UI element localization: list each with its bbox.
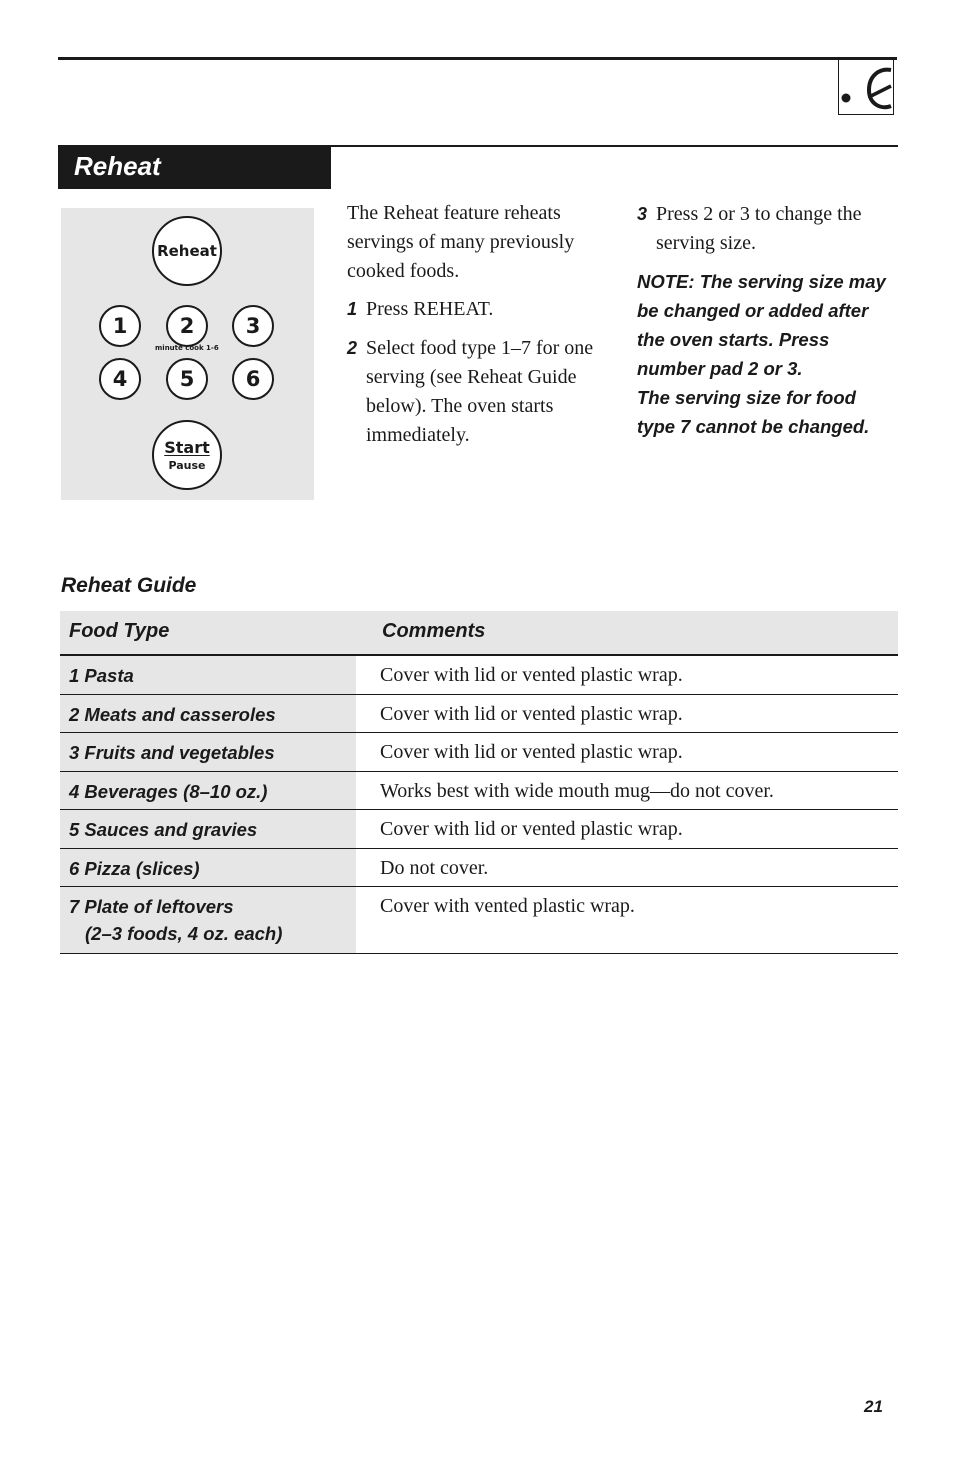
table-row bbox=[60, 695, 898, 734]
number-key-6: 6 bbox=[232, 358, 274, 400]
food-type: 5 Sauces and gravies bbox=[69, 819, 258, 840]
food-cell bbox=[60, 656, 356, 694]
table-row bbox=[60, 810, 898, 849]
minute-cook-label: minute cook 1-6 bbox=[155, 344, 219, 352]
step-number: 2 bbox=[347, 338, 358, 358]
number-key-1: 1 bbox=[99, 305, 141, 347]
number-key-3: 3 bbox=[232, 305, 274, 347]
guide-title: Reheat Guide bbox=[61, 574, 197, 597]
number-key-5: 5 bbox=[166, 358, 208, 400]
header-food-type: Food Type bbox=[69, 620, 170, 642]
note bbox=[637, 267, 895, 441]
comment: Works best with wide mouth mug—do not cover. bbox=[380, 779, 774, 802]
brand-logo-icon bbox=[838, 57, 894, 115]
comment: Cover with lid or vented plastic wrap. bbox=[380, 741, 683, 763]
step-text: Press 2 or 3 to change the serving size. bbox=[656, 203, 862, 254]
table-row bbox=[60, 772, 898, 811]
reheat-key: Reheat bbox=[152, 216, 222, 286]
comment: Cover with lid or vented plastic wrap. bbox=[380, 818, 683, 840]
control-panel-illustration bbox=[61, 208, 314, 500]
comment: Cover with lid or vented plastic wrap. bbox=[380, 664, 683, 686]
step-1 bbox=[347, 295, 609, 325]
page-number: 21 bbox=[864, 1397, 883, 1416]
food-cell bbox=[60, 810, 356, 848]
pause-label: Pause bbox=[168, 458, 206, 472]
comment: Do not cover. bbox=[380, 856, 489, 879]
brand-logo-icon-graphic bbox=[839, 60, 892, 114]
reheat-guide-table bbox=[60, 611, 898, 954]
table-header bbox=[60, 611, 898, 656]
step-text: Press REHEAT. bbox=[366, 298, 494, 320]
comment: Cover with vented plastic wrap. bbox=[380, 895, 635, 917]
food-type: 1 Pasta bbox=[69, 665, 134, 686]
food-type: 6 Pizza (slices) bbox=[69, 857, 200, 879]
number-key-2: 2 bbox=[166, 305, 208, 347]
step-2 bbox=[347, 334, 609, 454]
food-type: 7 Plate of leftovers bbox=[69, 896, 234, 917]
food-cell bbox=[60, 772, 356, 810]
note-line-2: The serving size for food type 7 cannot be changed. bbox=[637, 387, 870, 437]
food-cell bbox=[60, 887, 356, 953]
step-number: 3 bbox=[637, 204, 648, 224]
food-cell bbox=[60, 849, 356, 887]
start-pause-key bbox=[152, 420, 222, 490]
table-row bbox=[60, 887, 898, 954]
note-line-1: NOTE: The serving size may be changed or added after the oven starts. Press number pad 2 or 3. bbox=[637, 271, 886, 379]
section-rule bbox=[331, 145, 898, 147]
table-row bbox=[60, 849, 898, 888]
top-rule bbox=[58, 57, 897, 60]
number-key-4: 4 bbox=[99, 358, 141, 400]
comment: Cover with lid or vented plastic wrap. bbox=[380, 702, 683, 725]
table-row bbox=[60, 656, 898, 695]
intro-text: The Reheat feature reheats servings of many previously cooked foods. bbox=[347, 202, 575, 282]
food-cell bbox=[60, 733, 356, 771]
food-type-detail: (2–3 foods, 4 oz. each) bbox=[85, 923, 283, 944]
table-row bbox=[60, 733, 898, 772]
food-type: 2 Meats and casseroles bbox=[69, 703, 276, 725]
step-3 bbox=[637, 200, 899, 260]
header-comments: Comments bbox=[382, 620, 486, 642]
start-label: Start bbox=[164, 437, 210, 457]
food-type: 3 Fruits and vegetables bbox=[69, 742, 275, 763]
food-cell bbox=[60, 695, 356, 733]
step-number: 1 bbox=[347, 299, 358, 319]
section-title: Reheat bbox=[74, 151, 161, 181]
food-type: 4 Beverages (8–10 oz.) bbox=[69, 780, 268, 802]
step-text: Select food type 1–7 for one serving (see Reheat Guide below). The oven starts immediately. bbox=[366, 337, 594, 446]
